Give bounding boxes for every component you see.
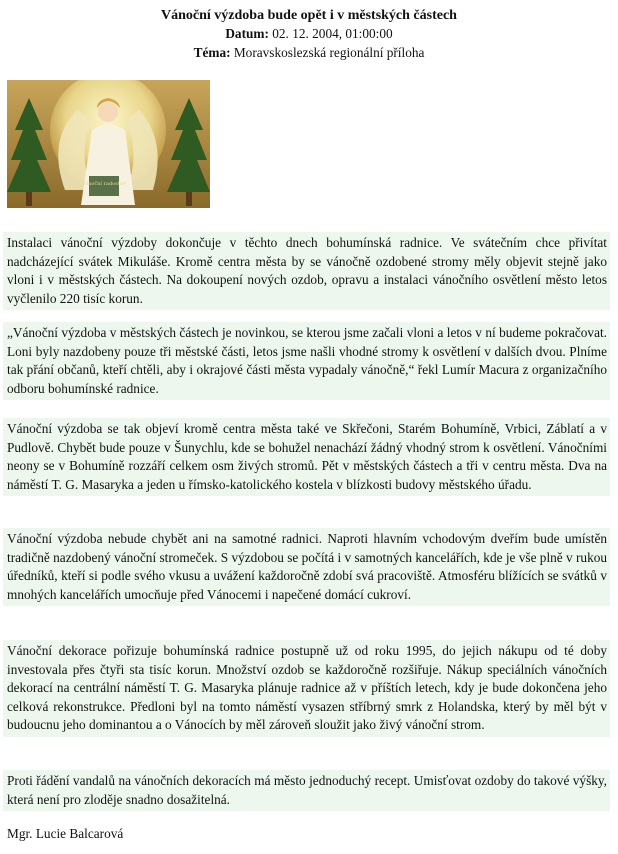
- article-paragraph-2: „Vánoční výzdoba v městských částech je novinkou, se kterou jsme začali vloni a letos v ní budeme pokračovat. Loni byly nazdobeny pouze tři městské části, letos jsme našli vhodné stromy k osvětlení v dalších dvou. Plníme tak přání občanů, kteří chtěli, aby i okrajové části města vypadaly vánočně,“ řekl Lumír Macura z organizačního odboru bohumínské radnice.: [3, 322, 610, 400]
- article-topic: [0, 44, 618, 63]
- article-paragraph-6: Proti řádění vandalů na vánočních dekoracích má město jednoduchý recept. Umisťovat ozdoby do takové výšky, která není pro zloděje snadno dosažitelná.: [3, 770, 610, 811]
- article-paragraph-3: Vánoční výzdoba se tak objeví kromě centra města také ve Skřečoni, Starém Bohumíně, Vrbici, Záblatí a v Pudlově. Chybět bude pouze v Šunychlu, kde se bohužel nenachází žádný vhodný strom k osvětlení. Vánočními neony se v Bohumíně rozzáří celkem osm živých stromů. Pět v městských částech a tři v centru města. Dva na náměstí T. G. Masaryka a jeden u římsko-katolického kostela v blízkosti budovy městského úřadu.: [3, 418, 610, 496]
- article-date: [0, 25, 618, 44]
- article-title: Vánoční výzdoba bude opět i v městských částech: [161, 8, 457, 23]
- topic-value: Moravskoslezská regionální příloha: [233, 44, 425, 60]
- article-paragraph-1: Instalaci vánoční výzdoby dokončuje v těchto dnech bohumínská radnice. Ve svátečním chce přivítat nadcházející svátek Mikuláše. Kromě centra města by se vánočně ozdobené stromy měly objevit stejně jako vloni i v městských částech. Na dokoupení nových ozdob, opravu a instalaci vánočního osvětlení město letos vyčlenilo 220 tisíc korun.: [3, 232, 610, 310]
- christmas-angel-illustration: [7, 80, 210, 208]
- topic-label: Téma:: [193, 44, 231, 60]
- article-paragraph-5: Vánoční dekorace pořizuje bohumínská radnice postupně už od roku 1995, do jejich nákupu od té doby investovala přes čtyři sta tisíc korun. Množství ozdob se každoročně rozšiřuje. Nákup speciálních vánočních dekorací na centrální náměstí T. G. Masaryka plánuje radnice až v příštích letech, kdy je bude dokončena jeho celková rekonstrukce. Předloni byl na tomto náměstí vysazen stříbrný smrk z Holandska, který by měl být v budoucnu jeho dominantou a o Vánocích by měl zároveň sloužit jako živý vánoční strom.: [3, 640, 610, 737]
- article-paragraph-4: Vánoční výzdoba nebude chybět ani na samotné radnici. Naproti hlavním vchodovým dveřím bude umístěn tradičně nazdobený vánoční stromeček. S výzdobou se počítá i v samotných kancelářích, kde je vše plně v rukou úředníků, kteří si podle svého vkusu a uvážení každoročně zdobí svá pracoviště. Atmosféru blížících se svátků v mnohých kancelářích umocňuje před Vánocemi i napečené domácí cukroví.: [3, 528, 610, 606]
- article-header: [0, 0, 618, 62]
- date-label: Datum:: [225, 26, 269, 41]
- article-author: Mgr. Lucie Balcarová: [7, 826, 124, 841]
- christmas-angel-image: [7, 80, 210, 208]
- date-value: 02. 12. 2004, 01:00:00: [272, 26, 393, 41]
- angel-card-text: Vánoční radostné: [82, 181, 126, 187]
